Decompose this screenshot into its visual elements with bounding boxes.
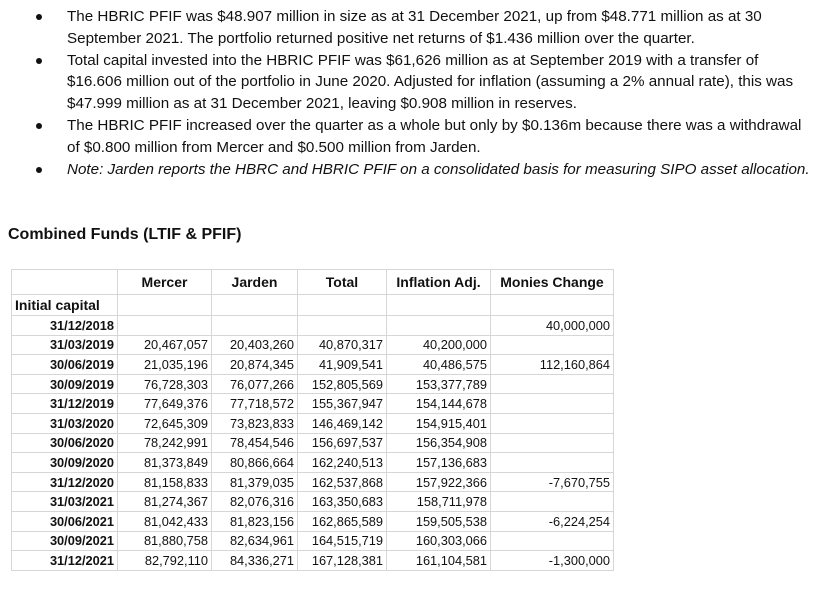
date-cell: 31/12/2020 [12,472,118,492]
table-row [12,531,614,551]
table-row [12,551,614,571]
bullet-dot-icon [36,123,42,129]
table-row-initial-capital [12,295,614,316]
jarden-cell [212,316,298,336]
inflation-adj-cell: 158,711,978 [387,492,491,512]
mercer-cell: 72,645,309 [118,413,212,433]
date-cell: 31/03/2019 [12,335,118,355]
mercer-cell: 21,035,196 [118,355,212,375]
inflation-adj-cell: 157,922,366 [387,472,491,492]
date-cell: 31/03/2021 [12,492,118,512]
jarden-cell: 77,718,572 [212,394,298,414]
bullet-text: The HBRIC PFIF was $48.907 million in size as at 31 December 2021, up from $48.771 million as at 30 September 2021. The portfolio returned positive net returns of $1.436 million over the quarter. [67,8,762,47]
inflation-adj-cell: 154,915,401 [387,413,491,433]
jarden-cell: 82,634,961 [212,531,298,551]
bullet-text: Note: Jarden reports the HBRC and HBRIC PFIF on a consolidated basis for measuring SIPO asset allocation. [67,160,810,178]
mercer-cell: 81,274,367 [118,492,212,512]
table-cell [212,295,298,316]
inflation-adj-cell: 159,505,538 [387,511,491,531]
table-cell [118,295,212,316]
table-row [12,374,614,394]
table-cell [298,295,387,316]
total-cell: 156,697,537 [298,433,387,453]
column-header: Mercer [118,270,212,295]
date-cell: 31/12/2021 [12,551,118,571]
table-row [12,394,614,414]
total-cell: 41,909,541 [298,355,387,375]
total-cell: 155,367,947 [298,394,387,414]
mercer-cell: 81,373,849 [118,453,212,473]
column-header: Inflation Adj. [387,270,491,295]
table-row [12,472,614,492]
total-cell: 162,537,868 [298,472,387,492]
monies-change-cell [491,335,614,355]
mercer-cell: 81,880,758 [118,531,212,551]
jarden-cell: 20,403,260 [212,335,298,355]
total-cell: 167,128,381 [298,551,387,571]
date-cell: 30/06/2021 [12,511,118,531]
mercer-cell: 76,728,303 [118,374,212,394]
inflation-adj-cell: 40,486,575 [387,355,491,375]
inflation-adj-cell: 160,303,066 [387,531,491,551]
date-cell: 31/12/2019 [12,394,118,414]
column-header: Jarden [212,270,298,295]
table-row [12,316,614,336]
inflation-adj-cell: 40,200,000 [387,335,491,355]
column-header: Monies Change [491,270,614,295]
date-cell: 31/12/2018 [12,316,118,336]
date-cell: 30/06/2019 [12,355,118,375]
inflation-adj-cell [387,316,491,336]
total-cell: 40,870,317 [298,335,387,355]
table-header-row [12,270,614,295]
table-row [12,453,614,473]
total-cell: 164,515,719 [298,531,387,551]
total-cell: 163,350,683 [298,492,387,512]
table-row [12,413,614,433]
monies-change-cell: -7,670,755 [491,472,614,492]
bullet-item [0,115,822,159]
date-cell: 30/09/2019 [12,374,118,394]
initial-capital-label: Initial capital [12,295,118,316]
table-row [12,511,614,531]
monies-change-cell [491,492,614,512]
monies-change-cell [491,413,614,433]
monies-change-cell [491,453,614,473]
total-cell: 146,469,142 [298,413,387,433]
bullet-text: The HBRIC PFIF increased over the quarter as a whole but only by $0.136m because there was a withdrawal of $0.800 million from Mercer and $0.500 million from Jarden. [67,116,802,156]
monies-change-cell [491,374,614,394]
inflation-adj-cell: 156,354,908 [387,433,491,453]
bullet-item [0,6,822,50]
monies-change-cell: -6,224,254 [491,511,614,531]
mercer-cell: 81,042,433 [118,511,212,531]
bullet-dot-icon [36,58,42,64]
inflation-adj-cell: 157,136,683 [387,453,491,473]
inflation-adj-cell: 161,104,581 [387,551,491,571]
total-cell: 152,805,569 [298,374,387,394]
column-header [12,270,118,295]
table-row [12,335,614,355]
bullet-dot-icon [36,14,42,20]
date-cell: 31/03/2020 [12,413,118,433]
monies-change-cell [491,433,614,453]
bullet-text: Total capital invested into the HBRIC PFIF was $61,626 million as at September 2019 with a transfer of $16.606 million out of the portfolio in June 2020. Adjusted for inflation (assuming a 2% annual rate), this was $47.999 million as at 31 December 2021, leaving $0.908 million in reserves. [67,51,794,113]
mercer-cell: 81,158,833 [118,472,212,492]
table-cell [491,295,614,316]
total-cell: 162,240,513 [298,453,387,473]
jarden-cell: 84,336,271 [212,551,298,571]
date-cell: 30/06/2020 [12,433,118,453]
jarden-cell: 81,379,035 [212,472,298,492]
inflation-adj-cell: 153,377,789 [387,374,491,394]
jarden-cell: 76,077,266 [212,374,298,394]
mercer-cell [118,316,212,336]
mercer-cell: 20,467,057 [118,335,212,355]
jarden-cell: 81,823,156 [212,511,298,531]
inflation-adj-cell: 154,144,678 [387,394,491,414]
mercer-cell: 78,242,991 [118,433,212,453]
date-cell: 30/09/2020 [12,453,118,473]
bullet-item [0,50,822,115]
monies-change-cell: 40,000,000 [491,316,614,336]
monies-change-cell [491,394,614,414]
total-cell [298,316,387,336]
combined-funds-table [11,269,614,571]
monies-change-cell: 112,160,864 [491,355,614,375]
jarden-cell: 20,874,345 [212,355,298,375]
jarden-cell: 82,076,316 [212,492,298,512]
total-cell: 162,865,589 [298,511,387,531]
jarden-cell: 78,454,546 [212,433,298,453]
bullet-dot-icon [36,167,42,173]
monies-change-cell: -1,300,000 [491,551,614,571]
bullet-item-note [0,159,822,181]
table-row [12,355,614,375]
jarden-cell: 80,866,664 [212,453,298,473]
monies-change-cell [491,531,614,551]
column-header: Total [298,270,387,295]
date-cell: 30/09/2021 [12,531,118,551]
table-row [12,492,614,512]
bullet-list [0,6,822,180]
table-row [12,433,614,453]
section-heading: Combined Funds (LTIF & PFIF) [8,226,242,243]
mercer-cell: 77,649,376 [118,394,212,414]
mercer-cell: 82,792,110 [118,551,212,571]
table-cell [387,295,491,316]
jarden-cell: 73,823,833 [212,413,298,433]
